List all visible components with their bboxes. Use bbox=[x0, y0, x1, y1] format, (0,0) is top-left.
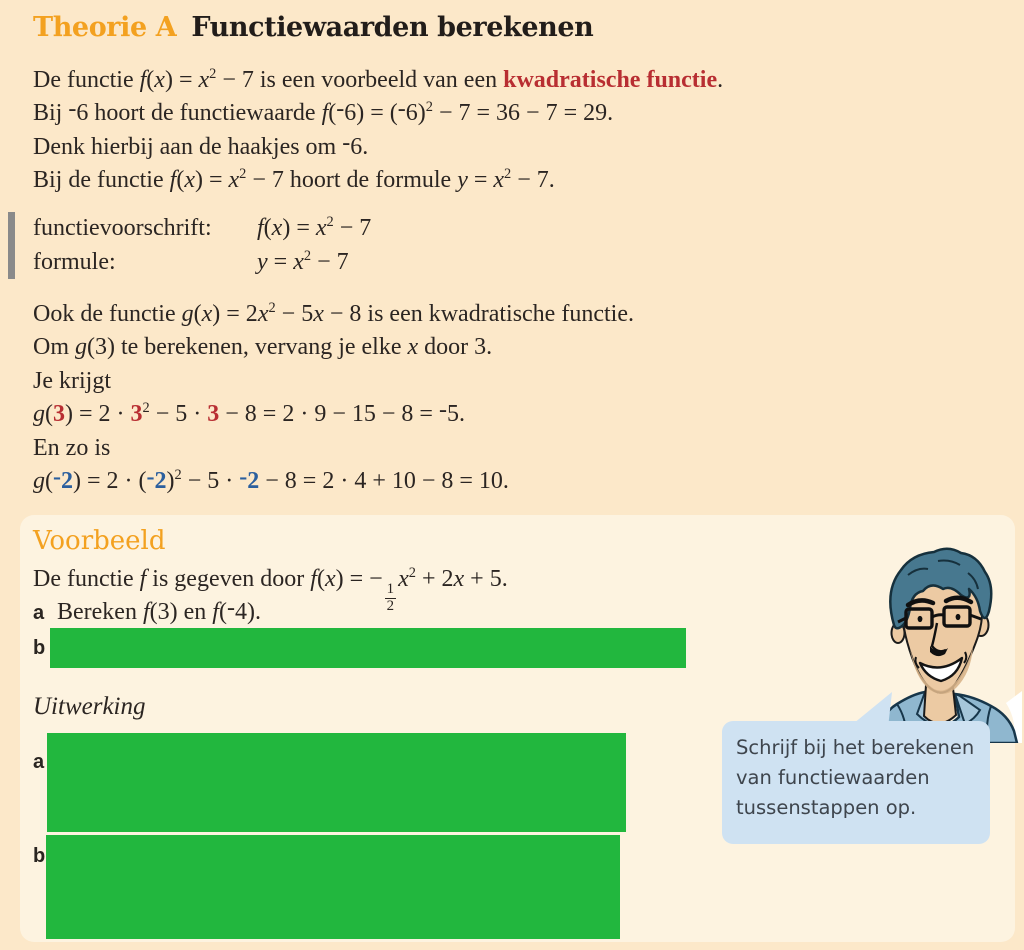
text-line: Ook de functie $g(x) = 2x^2 - 5x - 8$ is een kwadratische functie. bbox=[33, 300, 634, 327]
definition-accent-bar bbox=[8, 212, 15, 279]
example-item-b bbox=[33, 628, 686, 668]
item-label: a bbox=[33, 602, 45, 624]
redaction-block-solution-b bbox=[46, 835, 620, 939]
uitwerking-label: Uitwerking bbox=[33, 693, 146, 720]
definition-label: functievoorschrift: bbox=[33, 215, 212, 241]
text-line: En zo is bbox=[33, 434, 111, 461]
worked-example-paragraph bbox=[33, 298, 634, 498]
redaction-bar-question-b bbox=[50, 628, 686, 668]
speech-bubble-text: Schrijf bij het berekenen van functiewaarden tussenstappen op. bbox=[736, 736, 975, 819]
fraction: $\frac{1}{2}$ bbox=[386, 581, 395, 615]
page-title bbox=[33, 12, 593, 43]
text-line: Bij -6 hoort de functiewaarde $f(-6) = (-6)^2 - 7 = 36 - 7 = 29$. bbox=[33, 96, 614, 127]
item-label: a bbox=[33, 751, 45, 773]
text-line: $g(3) = 2 \cdot 3^2 - 5 \cdot 3 - 8 = 2 \cdot 9 - 15 - 8 = -5$. bbox=[33, 397, 465, 428]
definition-rows bbox=[33, 212, 371, 279]
text-line: Denk hierbij aan de haakjes om -6. bbox=[33, 129, 369, 160]
definition-row bbox=[33, 246, 371, 280]
definition-formula: $f(x) = x^2 - 7$ bbox=[257, 214, 372, 241]
definition-label: formule: bbox=[33, 248, 116, 275]
text-line: Bij de functie $f(x) = x^2 - 7$ hoort de formule $y = x^2 - 7$. bbox=[33, 166, 555, 194]
definition-row bbox=[33, 212, 371, 246]
definition-block bbox=[8, 212, 371, 279]
item-label: b bbox=[33, 845, 46, 867]
item-label: b bbox=[33, 636, 46, 659]
definition-formula: $y = x^2 - 7$ bbox=[257, 247, 349, 275]
item-text: Bereken f(3) en f(-4). bbox=[57, 594, 261, 625]
text-line: $g(-2) = 2 \cdot (-2)^2 - 5 \cdot -2 - 8 = 2 \cdot 4 + 10 - 8 = 10$. bbox=[33, 463, 509, 495]
theory-kicker: Theorie A bbox=[33, 12, 177, 43]
intro-paragraph bbox=[33, 64, 723, 198]
text-line: Je krijgt bbox=[33, 367, 111, 394]
redaction-block-solution-a bbox=[47, 733, 626, 832]
solution-item-b bbox=[33, 835, 620, 939]
example-item-a bbox=[33, 594, 261, 626]
text-line: Om g(3) te berekenen, vervang je elke x door 3. bbox=[33, 334, 493, 361]
example-given-line: De functie f is gegeven door f(x) = − $\frac{1}{2}$ $x^2 + 2x + 5$. bbox=[33, 565, 508, 615]
example-heading: Voorbeeld bbox=[33, 526, 166, 556]
speech-bubble bbox=[722, 721, 990, 844]
solution-item-a bbox=[33, 733, 626, 832]
theory-title: Functiewaarden berekenen bbox=[191, 12, 594, 43]
text-line: De functie $f(x) = x^2 - 7$ is een voorbeeld van een kwadratische functie. bbox=[33, 66, 724, 93]
